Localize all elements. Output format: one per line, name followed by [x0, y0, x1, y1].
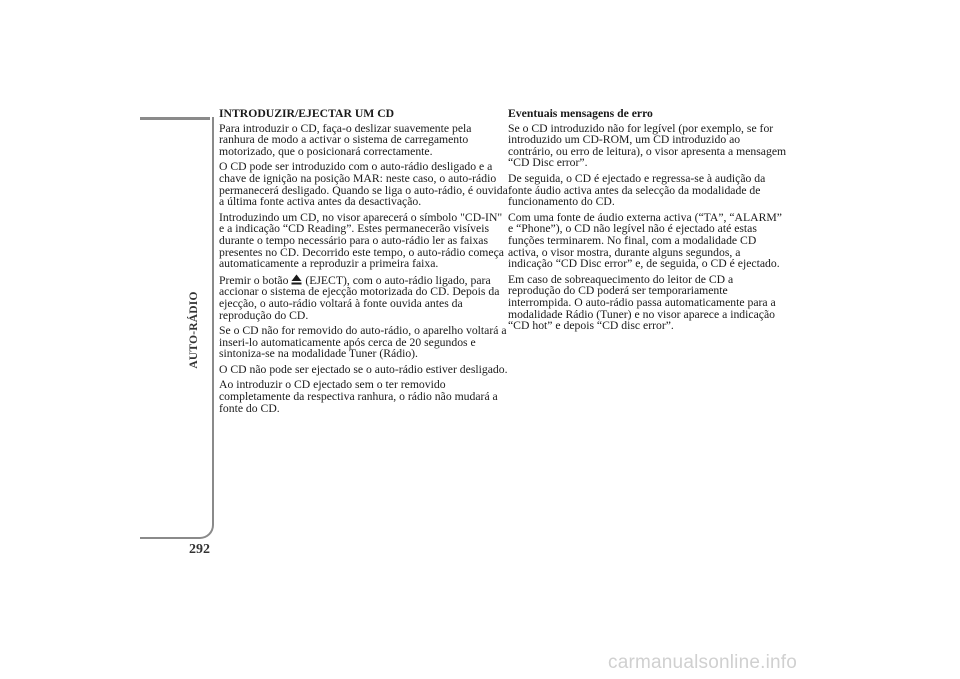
paragraph: O CD não pode ser ejectado se o auto-rádio estiver desligado.	[219, 362, 508, 376]
paragraph: Se o CD introduzido não for legível (por exemplo, se for introduzido um CD-ROM, um CD introduzido ao contrário, ou erro de leitura), o visor apresenta a mensagem “CD Disc error”.	[508, 121, 787, 170]
right-column	[508, 108, 788, 336]
eject-text-after: (EJECT), com o auto-rádio ligado, para accionar o sistema de ejecção motorizada do CD. Depois da ejecção, o auto-rádio voltará à fonte ouvida antes da reprodução do CD.	[219, 273, 500, 322]
right-heading: Eventuais mensagens de erro	[508, 107, 653, 120]
eject-icon	[291, 274, 302, 285]
section-label: AUTO-RÁDIO	[188, 291, 200, 369]
watermark-link[interactable]: carmanualsonline.info	[608, 652, 798, 673]
paragraph: Com uma fonte de áudio externa activa (“TA”, “ALARM” e “Phone”), o CD não legível não é ejectado até estas funções terminarem. No final, com a modalidade CD activa, o visor mostra, durante alguns segundos, a indicação “CD Disc error” e, de seguida, o CD é ejectado.	[508, 210, 782, 271]
paragraph: Ao introduzir o CD ejectado sem o ter removido completamente da respectiva ranhura, o rádio não mudará a fonte do CD.	[219, 378, 498, 415]
eject-paragraph	[219, 274, 509, 321]
page-number: 292	[189, 542, 210, 557]
paragraph: De seguida, o CD é ejectado e regressa-se à audição da fonte áudio activa antes da selecção da modalidade de funcionamento do CD.	[508, 171, 766, 209]
page-margin-bracket	[140, 117, 214, 539]
left-column	[219, 108, 509, 418]
left-heading: INTRODUZIR/EJECTAR UM CD	[219, 107, 395, 120]
eject-text-before: Premir o botão	[219, 273, 289, 287]
paragraph: O CD pode ser introduzido com o auto-rádio desligado e a chave de ignição na posição MAR: neste caso, o auto-rádio permanecerá desligado. Quando se liga o auto-rádio, é ouvida a última fonte activa antes da desactivação.	[219, 160, 508, 209]
paragraph: Para introduzir o CD, faça-o deslizar suavemente pela ranhura de modo a activar o sistema de carregamento motorizado, que o posicionará correctamente.	[219, 121, 472, 158]
paragraph: Introduzindo um CD, no visor aparecerá o símbolo "CD-IN" e a indicação “CD Reading”. Estes permanecerão visíveis durante o tempo necessário para o auto-rádio ler as faixas presentes no CD. Decorrido este tempo, o auto-rádio começa automaticamente a reproduzir a primeira faixa.	[219, 210, 504, 271]
paragraph: Se o CD não for removido do auto-rádio, o aparelho voltará a inseri-lo automaticamente após cerca de 20 segundos e sintoniza-se na modalidade Tuner (Rádio).	[219, 324, 507, 361]
paragraph: Em caso de sobreaquecimento do leitor de CD a reprodução do CD poderá ser temporariamente interrompida. O auto-rádio passa automaticamente para a modalidade Rádio (Tuner) e no visor aparece a indicação “CD hot” e depois “CD disc error”.	[508, 272, 776, 333]
